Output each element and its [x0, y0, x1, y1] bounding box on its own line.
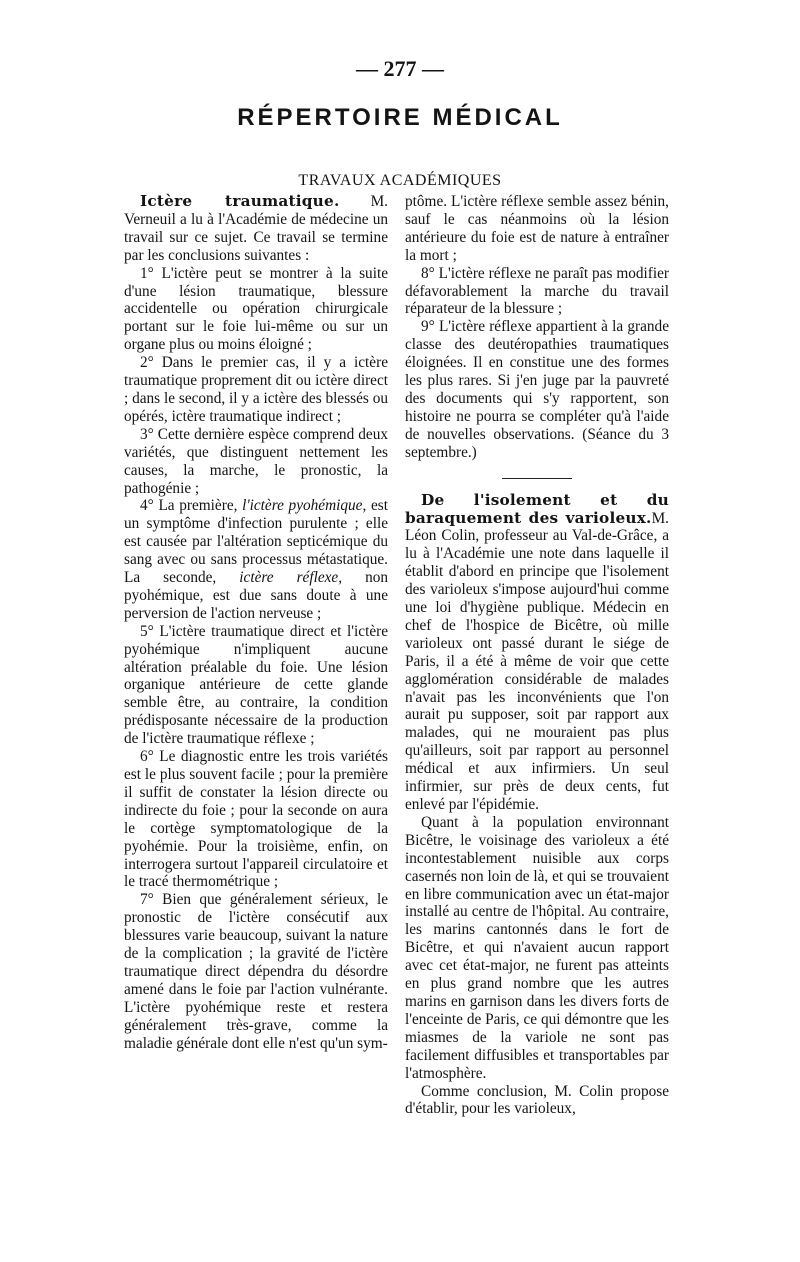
left-column: [124, 193, 388, 1053]
paragraph-conclusion-colin: Comme conclusion, M. Colin propose d'établir, pour les varioleux,: [405, 1082, 669, 1118]
section-title: TRAVAUX ACADÉMIQUES: [298, 172, 502, 189]
conclusion-4-text-a: 4° La première,: [140, 497, 243, 515]
section-divider: [502, 478, 572, 479]
conclusion-2: 2° Dans le premier cas, il y a ictère traumatique proprement dit ou ictère direct ; dans le second, il y a ictère des blessés ou opérés, ictère traumatique indirect ;: [124, 354, 388, 425]
conclusion-6: 6° Le diagnostic entre les trois variétés est le plus souvent facile ; pour la première il suffit de constater la lésion directe ou indirecte du foie ; pour la seconde on aura le cortège symptomatologique de la pyohémie. Pour la troisième, enfin, on interrogera surtout l'appareil circulatoire et le tracé thermométrique ;: [124, 748, 388, 891]
page-number: — 277 —: [356, 56, 444, 81]
article-intro-text: M. Verneuil a lu à l'Académie de médecine un travail sur ce sujet. Ce travail se termine par les conclusions suivantes :: [124, 193, 388, 264]
article-isolement-intro: [405, 492, 669, 814]
conclusion-3: 3° Cette dernière espèce comprend deux variétés, que distinguent nettement les causes, la marche, le pronostic, la pathogénie ;: [124, 425, 388, 497]
article-ictere-intro: [124, 193, 388, 265]
article-2-intro-text: M. Léon Colin, professeur au Val-de-Grâce, a lu à l'Académie une note dans laquelle il établit d'abord en principe que l'isolement des varioleux s'impose aujourd'hui comme une loi d'hygiène publique. Médecin en chef de l'hospice de Bicêtre, où mille varioleux ont passé durant le siége de Paris, il a été à même de voir que cette agglomération considérable de malades n'avait pas les inconvénients que l'on aurait pu supposer, soit par rapport aux malades, qui ne mouraient pas plus qu'ailleurs, soit par rapport au personnel médical et aux infirmiers. Un seul infirmier, sur près de deux cents, fut enlevé par l'épidémie.: [405, 509, 669, 813]
term-ictere-pyohemique: l'ictère pyohémique: [242, 497, 363, 515]
paragraph-population-bicetre: Quant à la population environnant Bicêtre, le voisinage des varioleux a été incontestablement nuisible aux corps casernés non loin de là, et qui se trouvaient en libre communication avec un état-major installé au centre de l'hôpital. Au contraire, les marins cantonnés dans le fort de Bicêtre, et qui n'avaient aucun rapport avec cet état-major, ne furent pas atteints en plus grand nombre que les autres marins en garnison dans les divers forts de l'enceinte de Paris, ce qui démontre que les miasmes de la variole ne sont pas facilement diffusibles et transportables par l'atmosphère.: [405, 813, 669, 1082]
conclusion-7-continued: ptôme. L'ictère réflexe semble assez bénin, sauf le cas néanmoins où la lésion antérieure du foie est de nature à entraîner la mort ;: [405, 193, 669, 264]
conclusion-9: 9° L'ictère réflexe appartient à la grande classe des deutéropathies traumatiques éloignées. Il en constitue une des formes les plus rares. Si j'en juge par la pauvreté des documents qui s'y rapportent, son histoire ne pourra se compléter qu'à l'aide de nouvelles observations. (Séance du 3 septembre.): [405, 318, 669, 461]
conclusion-4: [124, 497, 388, 622]
conclusion-1: 1° L'ictère peut se montrer à la suite d'une lésion traumatique, blessure accidentelle ou opération chirurgicale portant sur le foie lui-même ou sur un organe plus ou moins éloigné ;: [124, 264, 388, 354]
right-column: [405, 193, 669, 1118]
conclusion-7: 7° Bien que généralement sérieux, le pronostic de l'ictère consécutif aux blessures varie beaucoup, suivant la nature de la complication ; la gravité de l'ictère traumatique direct dépendra du désordre amené dans le foie par l'action vulnérante. L'ictère pyohémique reste et restera généralement très-grave, comme la maladie générale dont elle n'est qu'un sym-: [124, 891, 388, 1052]
term-ictere-reflexe: ictère réflexe,: [239, 569, 343, 587]
running-title: RÉPERTOIRE MÉDICAL: [237, 104, 563, 131]
conclusion-8: 8° L'ictère réflexe ne paraît pas modifier défavorablement la marche du travail réparateur de la blessure ;: [405, 264, 669, 318]
conclusion-5: 5° L'ictère traumatique direct et l'ictère pyohémique n'impliquent aucune altération préalable du foie. Une lésion organique antérieure de cette glande semble être, au contraire, la condition prédisposante nécessaire de la production de l'ictère traumatique réflexe ;: [124, 622, 388, 748]
conclusion-4-text-c: non pyohémique, est due sans doute à une perversion de l'action nerveuse ;: [124, 569, 389, 622]
conclusion-4-text-b: , est un symptôme d'infection purulente ; elle est causée par l'altération septicémique du sang avec ou sans processus métastatique. La seconde,: [124, 497, 388, 587]
article-heading-ictere-traumatique: Ictère traumatique.: [140, 192, 340, 210]
article-heading-isolement-varioleux: De l'isolement et du baraquement des varioleux.: [405, 490, 669, 527]
